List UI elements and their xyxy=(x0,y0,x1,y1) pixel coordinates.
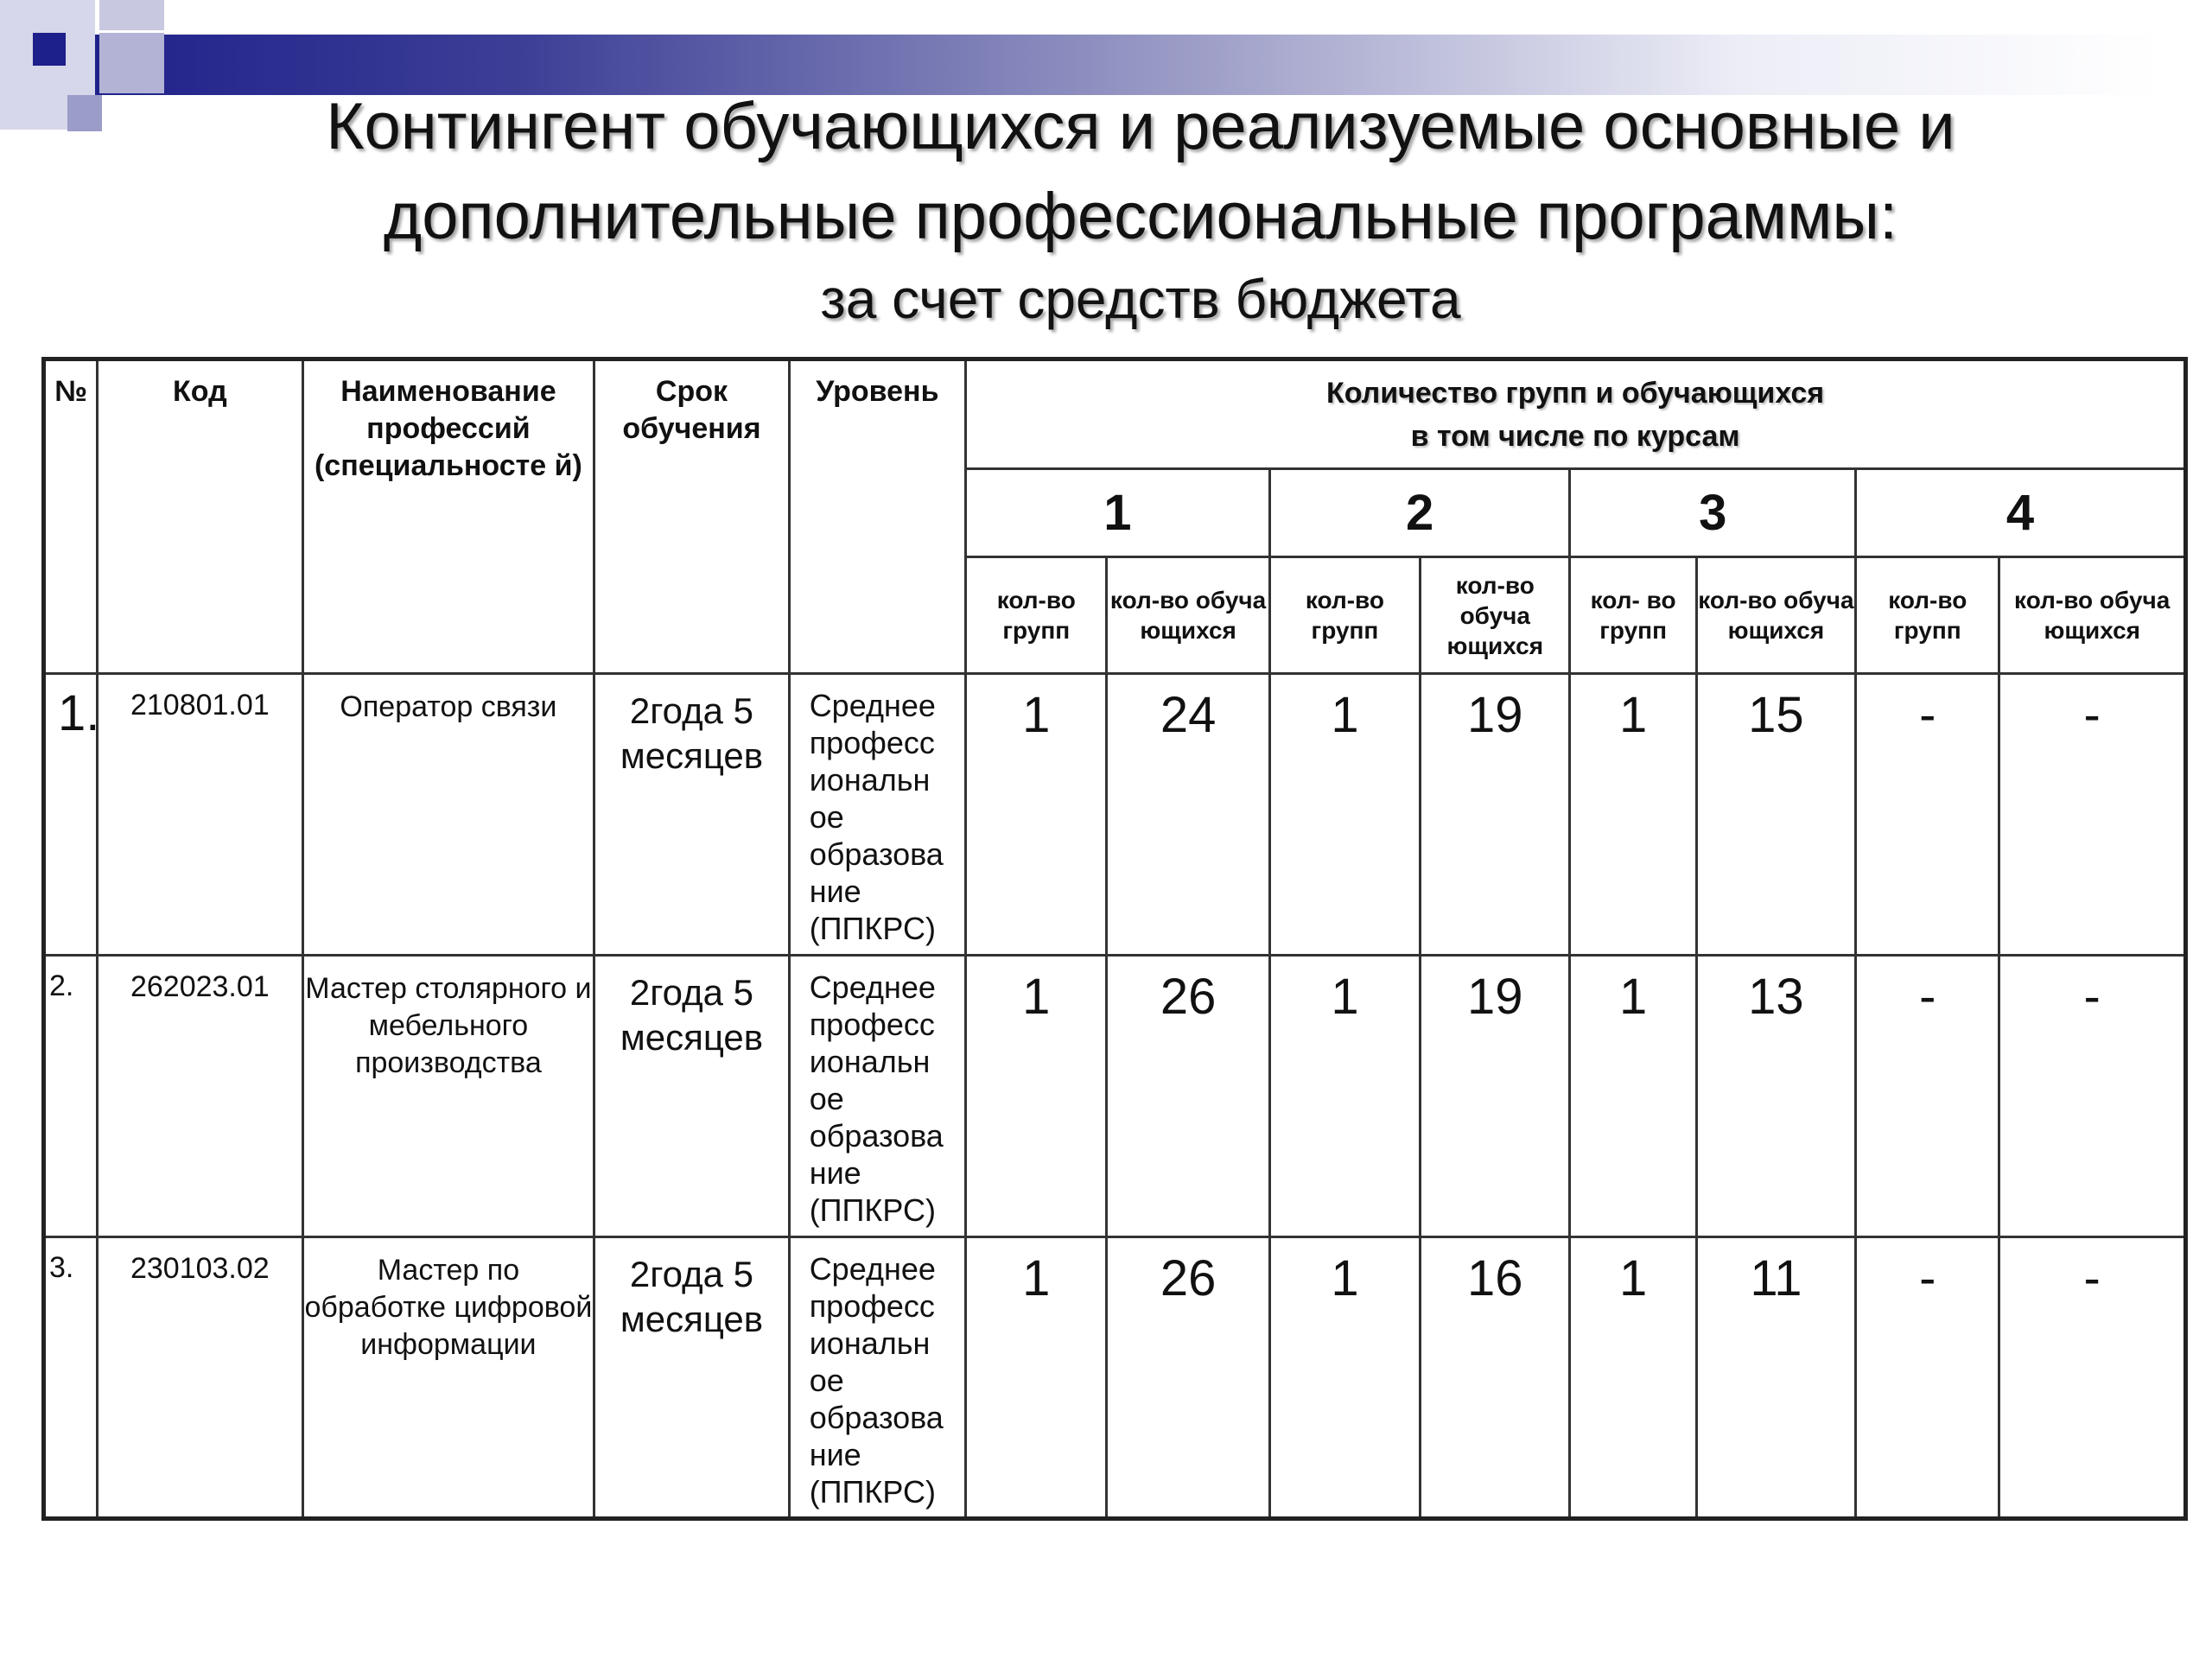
row-name: Мастер столярного и мебельного производства xyxy=(302,956,594,1237)
row-name: Оператор связи xyxy=(302,674,594,956)
header-num: № xyxy=(44,359,98,674)
row-c4-groups: - xyxy=(1856,956,1999,1237)
row-term: 2года 5 месяцев xyxy=(594,1237,789,1519)
deco-square xyxy=(67,95,102,131)
row-c3-students: 15 xyxy=(1696,674,1855,956)
row-c2-students: 16 xyxy=(1421,1237,1570,1519)
row-c4-groups: - xyxy=(1856,1237,1999,1519)
row-c2-groups: 1 xyxy=(1269,674,1420,956)
course-3-header: 3 xyxy=(1570,469,1856,557)
row-code: 230103.02 xyxy=(98,1237,302,1519)
course-2-header: 2 xyxy=(1269,469,1570,557)
course-1-students-header: кол-во обуча ющихся xyxy=(1107,557,1269,674)
row-num: 1. xyxy=(44,674,98,956)
row-c4-groups: - xyxy=(1856,674,1999,956)
header-groups-line-2: в том числе по курсам xyxy=(1410,420,1740,453)
contingent-table xyxy=(41,357,2188,1521)
row-code: 210801.01 xyxy=(98,674,302,956)
row-c4-students: - xyxy=(1999,674,2186,956)
course-4-header: 4 xyxy=(1856,469,2186,557)
row-name: Мастер по обработке цифровой информации xyxy=(302,1237,594,1519)
row-term: 2года 5 месяцев xyxy=(594,674,789,956)
row-level: Среднее професс иональн ое образова ние (ППКРС) xyxy=(789,674,965,956)
header-row-1 xyxy=(44,359,2186,469)
deco-square xyxy=(99,0,164,30)
row-c1-students: 26 xyxy=(1107,1237,1269,1519)
row-level: Среднее професс иональн ое образова ние (ППКРС) xyxy=(789,956,965,1237)
row-c2-students: 19 xyxy=(1421,956,1570,1237)
header-groups xyxy=(966,359,2186,469)
slide-title xyxy=(130,82,2152,336)
row-c2-students: 19 xyxy=(1421,674,1570,956)
slide-subtitle: за счет средств бюджета xyxy=(820,268,1461,330)
row-c3-students: 11 xyxy=(1696,1237,1855,1519)
header-name: Наименование профессий (специальносте й) xyxy=(302,359,594,674)
row-c3-groups: 1 xyxy=(1570,674,1696,956)
row-level: Среднее професс иональн ое образова ние (ППКРС) xyxy=(789,1237,965,1519)
row-num: 3. xyxy=(44,1237,98,1519)
row-c4-students: - xyxy=(1999,1237,2186,1519)
table-row xyxy=(44,956,2186,1237)
row-c2-groups: 1 xyxy=(1269,1237,1420,1519)
header-term: Срок обучения xyxy=(594,359,789,674)
course-2-groups-header: кол-во групп xyxy=(1269,557,1420,674)
header-code: Код xyxy=(98,359,302,674)
header-level: Уровень xyxy=(789,359,965,674)
row-c1-students: 24 xyxy=(1107,674,1269,956)
row-c1-groups: 1 xyxy=(966,956,1107,1237)
table-row xyxy=(44,1237,2186,1519)
row-c1-students: 26 xyxy=(1107,956,1269,1237)
header-groups-line-1: Количество групп и обучающихся xyxy=(1325,377,1825,410)
row-num: 2. xyxy=(44,956,98,1237)
table-row xyxy=(44,674,2186,956)
course-2-students-header: кол-во обуча ющихся xyxy=(1421,557,1570,674)
title-line-1: Контингент обучающихся и реализуемые основные и xyxy=(326,90,1955,163)
row-term: 2года 5 месяцев xyxy=(594,956,789,1237)
course-4-groups-header: кол-во групп xyxy=(1856,557,1999,674)
course-1-header: 1 xyxy=(966,469,1270,557)
row-c4-students: - xyxy=(1999,956,2186,1237)
row-c2-groups: 1 xyxy=(1269,956,1420,1237)
course-4-students-header: кол-во обуча ющихся xyxy=(1999,557,2186,674)
row-c1-groups: 1 xyxy=(966,1237,1107,1519)
row-c3-groups: 1 xyxy=(1570,1237,1696,1519)
course-1-groups-header: кол-во групп xyxy=(966,557,1107,674)
course-3-groups-header: кол- во групп xyxy=(1570,557,1696,674)
row-c1-groups: 1 xyxy=(966,674,1107,956)
title-line-2: дополнительные профессиональные программы: xyxy=(383,180,1898,253)
course-3-students-header: кол-во обуча ющихся xyxy=(1696,557,1855,674)
deco-square xyxy=(33,33,66,66)
row-c3-groups: 1 xyxy=(1570,956,1696,1237)
row-c3-students: 13 xyxy=(1696,956,1855,1237)
row-code: 262023.01 xyxy=(98,956,302,1237)
